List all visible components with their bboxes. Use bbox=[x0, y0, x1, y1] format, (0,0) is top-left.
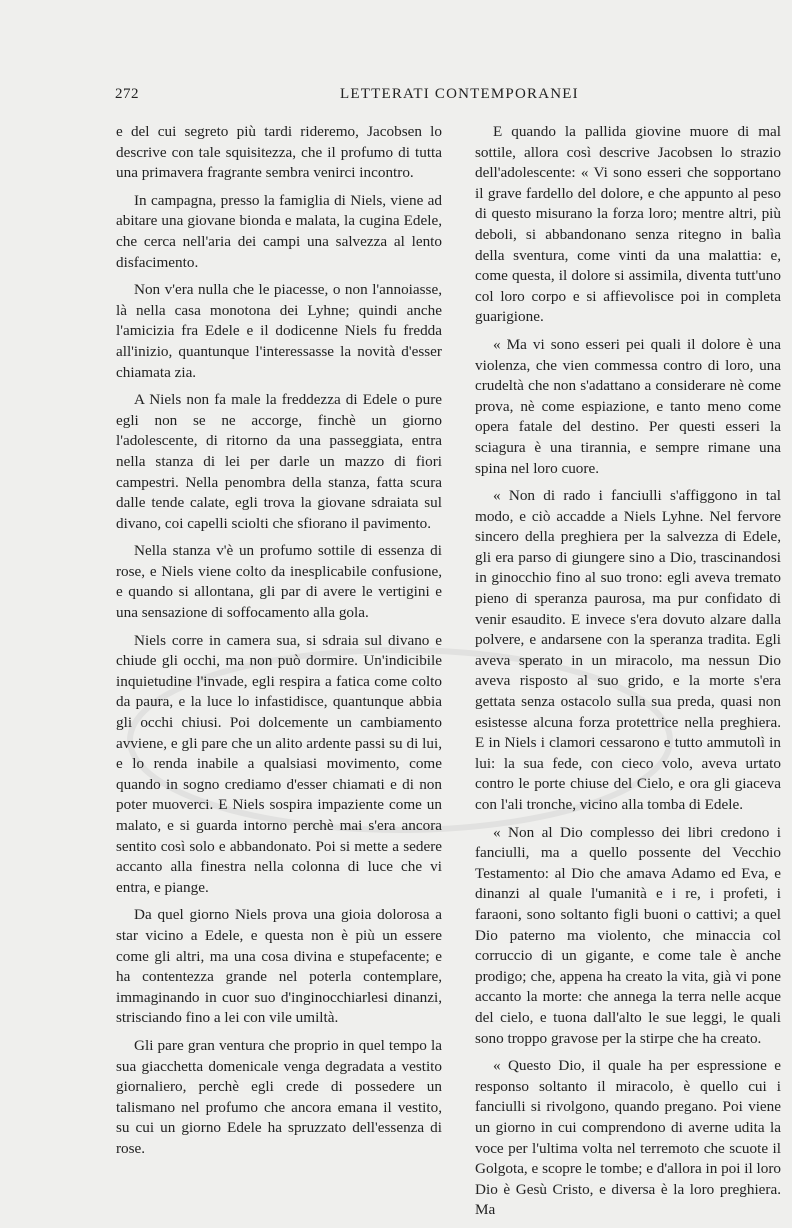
paragraph: Non v'era nulla che le piacesse, o non l'annoiasse, là nella casa monotona dei Lyhne; quindi anche l'amicizia fra Edele e il dodicenne Niels fu fredda all'inizio, quantunque l'interessasse la novità d'esser chiamata zia. bbox=[116, 281, 442, 381]
paragraph: « Questo Dio, il quale ha per espressione e responso soltanto il miracolo, è quello cui i fanciulli si rivolgono, quando pregano. Poi viene un giorno in cui comprendono di averne udita la voce per l'ultima volta nel terremoto che scuote il Golgota, e scopre le tombe; e d'allora in poi il loro Dio è Gesù Cristo, e diversa è la loro preghiera. Ma bbox=[475, 1057, 781, 1219]
paragraph: Da quel giorno Niels prova una gioia dolorosa a star vicino a Edele, e questa non è più un essere come gli altri, ma una cosa divina e stupefacente; e ha contentezza grande nel poterla contemplare, immaginando in cuor suo d'inginocchiarlesi dinanzi, strisciando fino a lei con vile umiltà. bbox=[116, 906, 442, 1027]
paragraph: E quando la pallida giovine muore di mal sottile, allora così descrive Jacobsen lo strazio dell'adolescente: « Vi sono esseri che sopportano il grave fardello del dolore, e che appunto al peso di questo misurano la forza loro; mentre altri, più deboli, si abbandonano senza ritegno in balìa della sventura, come vinti da una malattia: e, come questa, il dolore si assimila, diventa tutt'uno col loro corpo e si affievolisce poi in completa guarigione. bbox=[475, 123, 781, 326]
paragraph: Nella stanza v'è un profumo sottile di essenza di rose, e Niels viene colto da inesplicabile confusione, e quando si allontana, gli par di avere le vertigini e una sensazione di soffocamento alla gola. bbox=[116, 542, 442, 622]
paragraph: Gli pare gran ventura che proprio in quel tempo la sua giacchetta domenicale venga degradata a vestito giornaliero, perchè egli crede di possedere un talismano nel profumo che ancora emana il vestito, su cui un giorno Edele ha spruzzato dell'essenza di rose. bbox=[116, 1036, 442, 1157]
paragraph: « Non di rado i fanciulli s'affiggono in tal modo, e ciò accadde a Niels Lyhne. Nel fervore sincero della preghiera per la salvezza di Edele, gli era parso di giungere sino a Dio, trascinandosi in ginocchio fino al suo trono: egli aveva tremato pieno di speranza paurosa, ma pur confidato di venir esaudito. E invece s'era dovuto alzare dalla polvere, e andarsene con la speranza tradita. Egli aveva sperato in un miracolo, ma nessun Dio aveva risposto al suo grido, e la morte s'era gettata senza ostacolo sulla sua preda, quasi non esistesse alcuna forza protettrice nella preghiera. E in Niels i clamori cessarono e tutto ammutolì in lui: la sua fede, con cieco volo, aveva urtato contro le porte chiuse del Cielo, e ora gli giaceva con l'ali tronche, vicino alla tomba di Edele. bbox=[475, 487, 781, 813]
running-title: LETTERATI CONTEMPORANEI bbox=[340, 86, 579, 102]
paragraph: e del cui segreto più tardi rideremo, Jacobsen lo descrive con tale squisitezza, che il profumo di tutta una primavera fragrante sembra venirci incontro. bbox=[116, 123, 442, 182]
paragraph: In campagna, presso la famiglia di Niels, viene ad abitare una giovane bionda e malata, la cugina Edele, che cerca nell'aria dei campi una salvezza al lento disfacimento. bbox=[116, 191, 442, 271]
page-number: 272 bbox=[115, 86, 139, 102]
paragraph: « Ma vi sono esseri pei quali il dolore è una violenza, che vien commessa contro di loro, una crudeltà che non s'adattano a considerare nè come prova, nè come espiazione, e tanto meno come opera fatale del destino. Per questi esseri la sciagura è una tirannia, e sempre rimane una spina nel loro cuore. bbox=[475, 335, 781, 477]
paragraph: « Non al Dio complesso dei libri credono i fanciulli, ma a quello possente del Vecchio Testamento: al Dio che amava Adamo ed Eva, e dinanzi al quale l'umanità e i re, i profeti, i faraoni, sono soltanto figli buoni o cattivi; a quel Dio paterno ma violento, che minaccia col corruccio di un gigante, e come tale è anche prodigo; che, appena ha creato la vita, già vi pone accanto la morte: che annega la terra nelle acque del cielo, e tuona dall'alto le sue leggi, le quali sono troppo gravose per la stirpe che ha creato. bbox=[475, 823, 781, 1047]
page-header bbox=[0, 86, 792, 110]
paragraph: A Niels non fa male la freddezza di Edele o pure egli non se ne accorge, finchè un giorno l'adolescente, di ritorno da una passeggiata, entra nella stanza di lei per darle un mazzo di fiori campestri. Nella penombra della stanza, fatta scura dalle tende calate, egli trova la giovane sdraiata sul divano, coi capelli sciolti che sfiorano il pavimento. bbox=[116, 391, 442, 532]
right-text-column bbox=[475, 122, 781, 1228]
left-text-column bbox=[116, 122, 442, 1167]
paragraph: Niels corre in camera sua, si sdraia sul divano e chiude gli occhi, ma non può dormire. Un'indicibile inquietudine l'invade, egli respira a fatica come colto da paura, e la luce lo infastidisce, quantunque abbia gli occhi chiusi. Poi dolcemente un cambiamento avviene, e gli pare che un alito ardente passi su di lui, e lo renda inabile a qualsiasi movimento, come quando in sogno crediamo d'esser chiamati e di non poter muoverci. E Niels sospira impaziente come un malato, e si guarda intorno perchè mai s'era ancora sentito così solo e abbandonato. Poi si mette a sedere accanto alla finestra nella colonna di luce che vi entra, e piange. bbox=[116, 631, 442, 896]
